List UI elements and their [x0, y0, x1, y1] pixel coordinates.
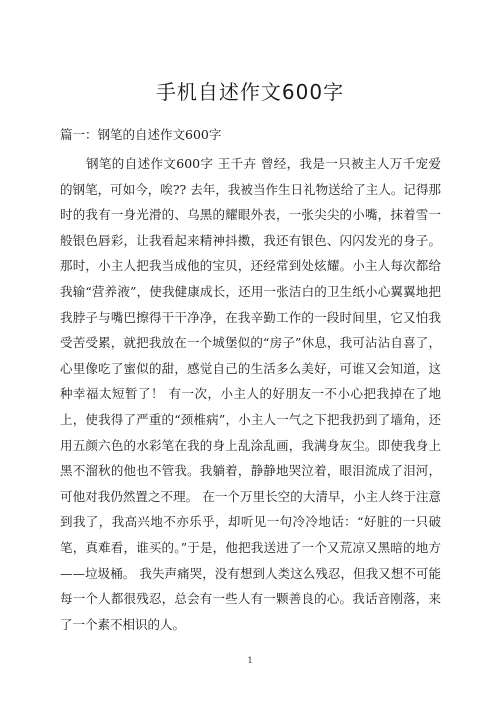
- page-number: 1: [247, 656, 253, 665]
- body-paragraph: 钢笔的自述作文600字 王千卉 曾经，我是一只被主人万千宠爱的钢笔，可如今，唉?? 去年，我被当作生日礼物送给了主人。记得那时的我有一身光滑的、乌黑的耀眼外表，一张尖尖的小嘴，抹着雪一般银色唇彩，让我看起来精神抖擞，我还有银色、闪闪发光的身子。那时，小主人把我当成他的宝贝，还经常到处炫耀。小主人每次都给我输“营养液”，使我健康成长，还用一张洁白的卫生纸小心翼翼地把我脖子与嘴巴擦得干干净净，在我辛勤工作的一段时间里，它又怕我受苦受累，就把我放在一个城堡似的“房子”休息，我可沾沾自喜了，心里像吃了蜜似的甜，感觉自己的生活多么美好，可谁又会知道，这种幸福太短暂了！ 有一次，小主人的好朋友一不小心把我掉在了地上，使我得了严重的“颈椎病”，小主人一气之下把我扔到了墙角，还用五颜六色的水彩笔在我的身上乱涂乱画，我满身灰尘。即使我身上黑不溜秋的他也不管我。我躺着，静静地哭泣着，眼泪流成了泪河，可他对我仍然置之不理。 在一个万里长空的大清早，小主人终于注意到我了，我高兴地不亦乐乎，却听见一句冷冷地话：“好脏的一只破笔，真难看，谁买的。”于是，他把我送进了一个又荒凉又黑暗的地方——垃圾桶。 我失声痛哭，没有想到人类这么残忍，但我又想不可能每一个人都很残忍，总会有一些人有一颗善良的心。我话音刚落，来了一个素不相识的人。: [60, 156, 441, 632]
- section-heading: 篇一：钢笔的自述作文600字: [60, 127, 222, 142]
- document-title: 手机自述作文600字: [155, 80, 345, 104]
